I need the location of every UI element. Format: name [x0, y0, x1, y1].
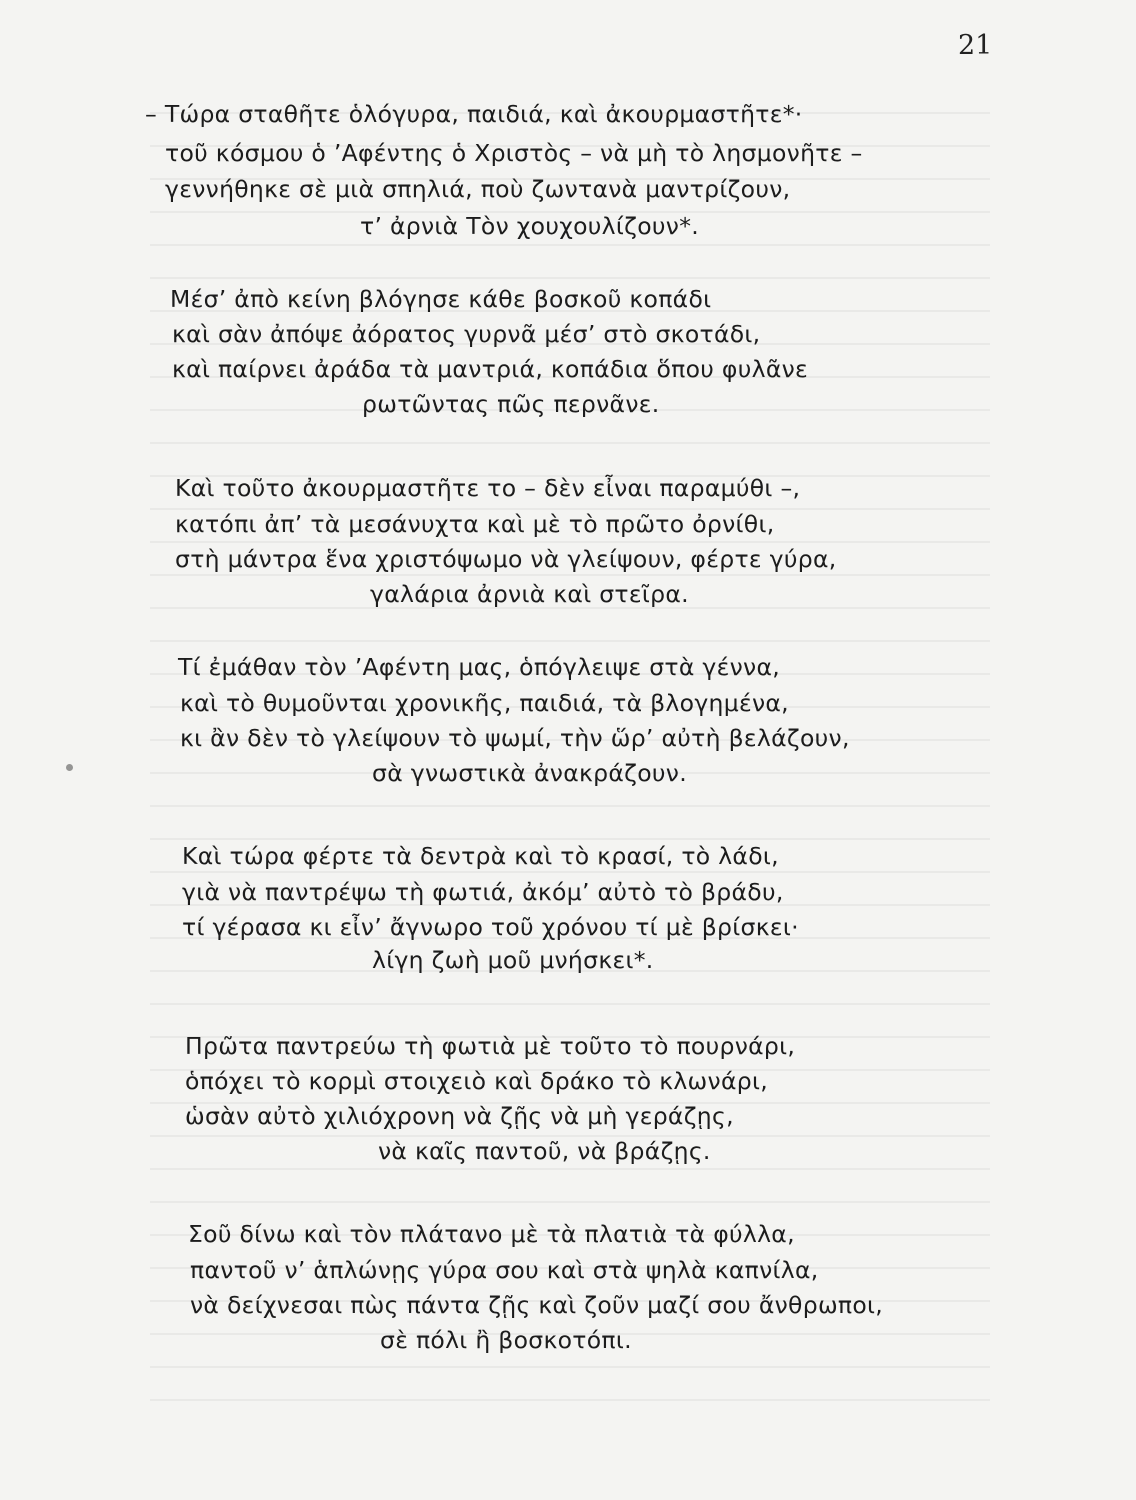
stanza-5-line-4: λίγη ζωὴ μοῦ μνήσκει*.	[372, 946, 654, 974]
stanza-3-line-4: γαλάρια ἀρνιὰ καὶ στεῖρα.	[370, 580, 689, 608]
stanza-1-line-3: γεννήθηκε σὲ μιὰ σπηλιά, ποὺ ζωντανὰ μαντρίζουν,	[165, 175, 791, 203]
stanza-7-line-1: Σοῦ δίνω καὶ τὸν πλάτανο μὲ τὰ πλατιὰ τὰ φύλλα,	[188, 1220, 795, 1248]
stanza-2-line-1: Μέσ’ ἀπὸ κείνη βλόγησε κάθε βοσκοῦ κοπάδι	[170, 285, 712, 313]
stanza-3-line-1: Καὶ τοῦτο ἀκουρμαστῆτε το – δὲν εἶναι παραμύθι –,	[175, 474, 801, 502]
stanza-4-line-1: Τί ἐμάθαν τὸν ’Αφέντη μας, ὁπόγλειψε στὰ γέννα,	[178, 653, 781, 681]
stanza-4-line-4: σὰ γνωστικὰ ἀνακράζουν.	[372, 759, 687, 787]
stanza-4-line-2: καὶ τὸ θυμοῦνται χρονικῆς, παιδιά, τὰ βλογημένα,	[180, 689, 789, 717]
stanza-5-line-2: γιὰ νὰ παντρέψω τὴ φωτιά, ἀκόμ’ αὐτὸ τὸ βράδυ,	[182, 878, 784, 906]
stanza-6-line-3: ὡσὰν αὐτὸ χιλιόχρονη νὰ ζῇς νὰ μὴ γεράζῃς,	[185, 1102, 734, 1130]
stanza-6-line-2: ὁπόχει τὸ κορμὶ στοιχειὸ καὶ δράκο τὸ κλωνάρι,	[185, 1067, 768, 1095]
stanza-2-line-4: ρωτῶντας πῶς περνᾶνε.	[362, 390, 660, 418]
stanza-1-line-1: – Τώρα σταθῆτε ὁλόγυρα, παιδιά, καὶ ἀκουρμαστῆτε*·	[145, 100, 803, 128]
stanza-6-line-4: νὰ καῖς παντοῦ, νὰ βράζῃς.	[378, 1137, 711, 1165]
stanza-2-line-2: καὶ σὰν ἀπόψε ἀόρατος γυρνᾶ μέσ’ στὸ σκοτάδι,	[172, 320, 761, 348]
stanza-7-line-3: νὰ δείχνεσαι πὼς πάντα ζῇς καὶ ζοῦν μαζί σου ἄνθρωποι,	[190, 1291, 884, 1319]
page-number: 21	[958, 30, 993, 61]
stanza-7-line-2: παντοῦ ν’ ἁπλώνῃς γύρα σου καὶ στὰ ψηλὰ καπνίλα,	[190, 1256, 819, 1284]
stanza-5-line-1: Καὶ τώρα φέρτε τὰ δεντρὰ καὶ τὸ κρασί, τὸ λάδι,	[182, 842, 779, 870]
stanza-6-line-1: Πρῶτα παντρεύω τὴ φωτιὰ μὲ τοῦτο τὸ πουρνάρι,	[185, 1032, 796, 1060]
stanza-1-line-2: τοῦ κόσμου ὁ ’Αφέντης ὁ Χριστὸς – νὰ μὴ τὸ λησμονῆτε –	[165, 139, 863, 167]
stanza-3-line-3: στὴ μάντρα ἕνα χριστόψωμο νὰ γλείψουν, φέρτε γύρα,	[175, 545, 837, 573]
stanza-5-line-3: τί γέρασα κι εἶν’ ἄγνωρο τοῦ χρόνου τί μὲ βρίσκει·	[182, 913, 799, 941]
paper-speck	[66, 764, 73, 771]
stanza-4-line-3: κι ἂν δὲν τὸ γλείψουν τὸ ψωμί, τὴν ὥρ’ αὐτὴ βελάζουν,	[180, 724, 850, 752]
stanza-7-line-4: σὲ πόλι ἢ βοσκοτόπι.	[380, 1326, 632, 1354]
stanza-3-line-2: κατόπι ἀπ’ τὰ μεσάνυχτα καὶ μὲ τὸ πρῶτο ὀρνίθι,	[175, 510, 775, 538]
stanza-1-line-4: τ’ ἀρνιὰ Τὸν χουχουλίζουν*.	[360, 212, 700, 240]
stanza-2-line-3: καὶ παίρνει ἀράδα τὰ μαντριά, κοπάδια ὅπου φυλᾶνε	[172, 355, 809, 383]
